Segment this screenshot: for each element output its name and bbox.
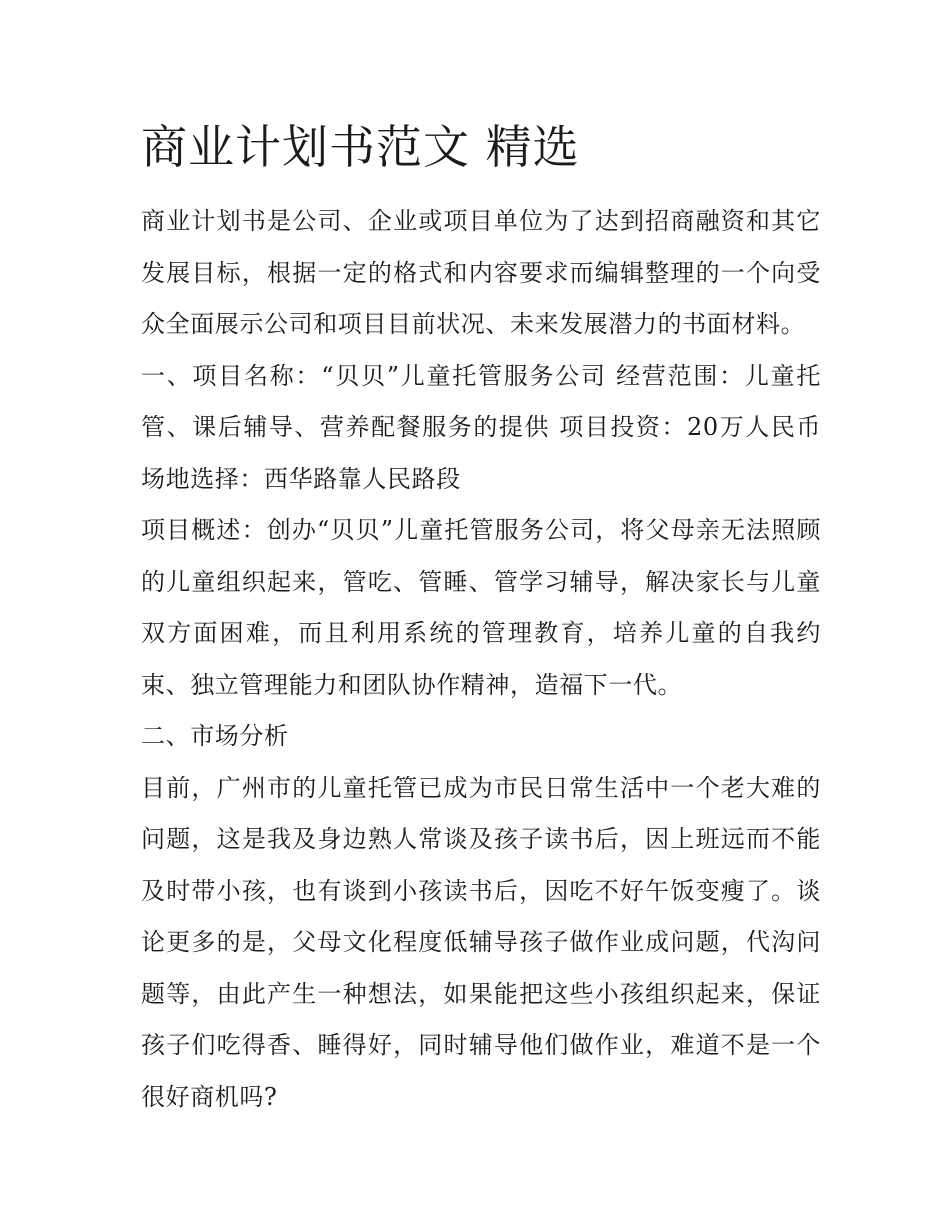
paragraph-project-overview: 项目概述：创办“贝贝”儿童托管服务公司，将父母亲无法照顾的儿童组织起来，管吃、管睡、管学习辅导，解决家长与儿童双方面困难，而且利用系统的管理教育，培养儿童的自我约束、独立管理能力和团队协作精神，造福下一代。: [141, 516, 821, 699]
paragraph-project-info: 一、项目名称：“贝贝”儿童托管服务公司 经营范围：儿童托管、课后辅导、营养配餐服务的提供 项目投资：20万人民币 场地选择：西华路靠人民路段: [141, 361, 821, 493]
page-title: 商业计划书范文 精选: [141, 120, 580, 174]
paragraph-intro: 商业计划书是公司、企业或项目单位为了达到招商融资和其它发展目标，根据一定的格式和内容要求而编辑整理的一个向受众全面展示公司和项目目前状况、未来发展潜力的书面材料。: [141, 207, 821, 338]
document-body: [141, 112, 821, 1123]
section-heading-market-analysis: 二、市场分析: [141, 722, 289, 750]
paragraph-market-analysis: 目前，广州市的儿童托管已成为市民日常生活中一个老大难的问题，这是我及身边熟人常谈及孩子读书后，因上班远而不能及时带小孩，也有谈到小孩读书后，因吃不好午饭变瘦了。谈论更多的是，父母文化程度低辅导孩子做作业成问题，代沟问题等，由此产生一种想法，如果能把这些小孩组织起来，保证孩子们吃得香、睡得好，同时辅导他们做作业，难道不是一个很好商机吗?: [141, 773, 821, 1111]
